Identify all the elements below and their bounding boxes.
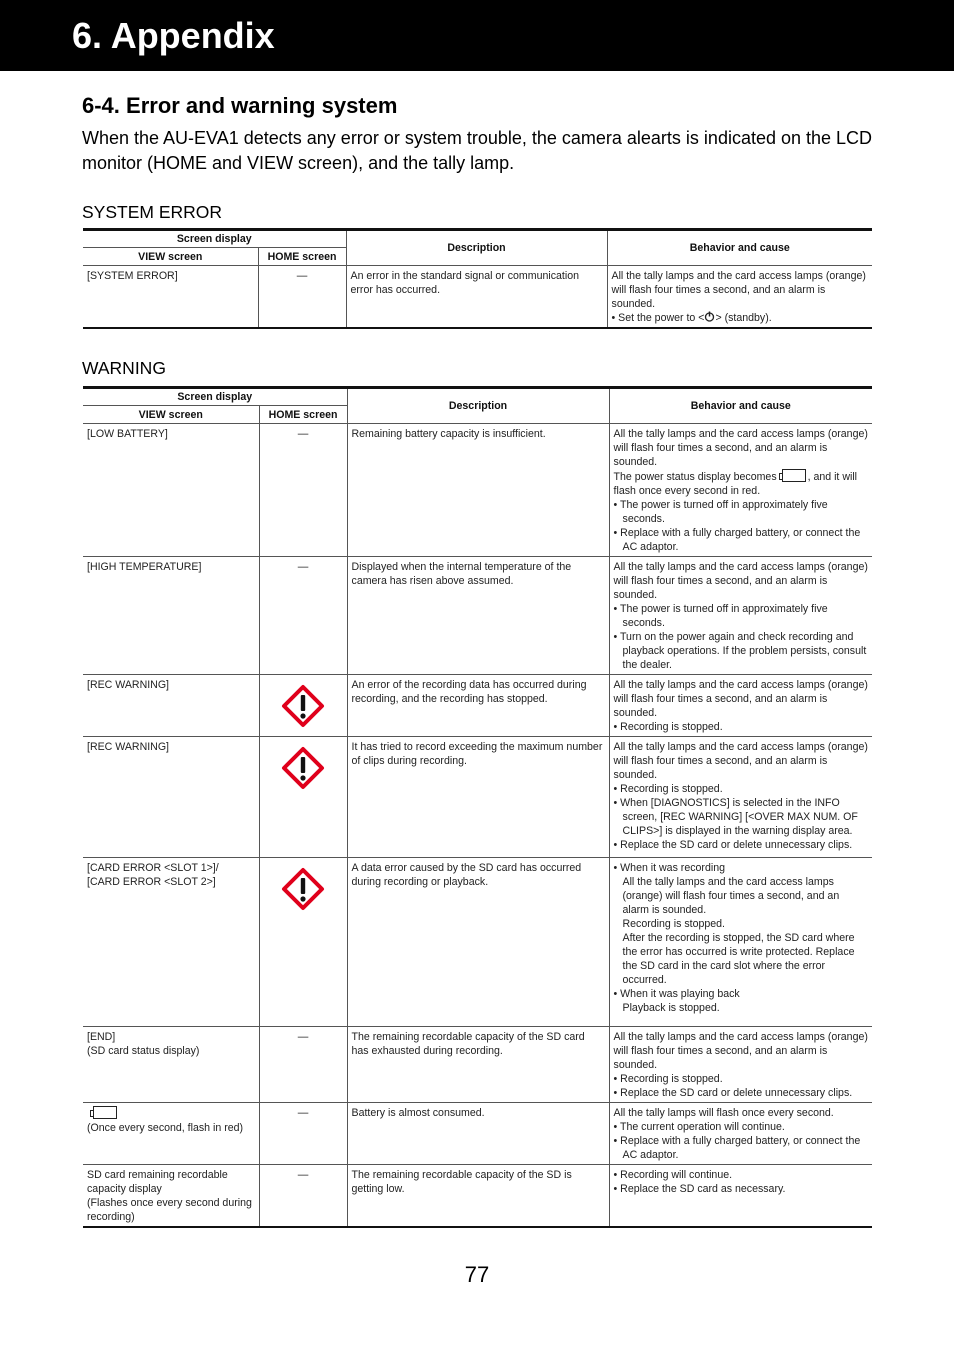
col-view-screen: VIEW screen: [83, 248, 258, 266]
behavior-text: All the tally lamps and the card access lamps (orange) will flash four times a second, and an alarm is sounded.: [613, 1031, 868, 1071]
behavior-cell: [609, 1103, 872, 1165]
behavior-bullet: • When it was playing back: [613, 988, 740, 1000]
warning-heading: WARNING: [82, 358, 166, 378]
behavior-text: All the tally lamps and the card access lamps (orange) will flash four times a second, and an alarm is sounded.: [613, 428, 868, 468]
col-view-screen: VIEW screen: [83, 406, 259, 424]
home-cell: —: [259, 557, 347, 675]
home-cell: —: [259, 1165, 347, 1228]
view-line: (Flashes once every second during recording): [87, 1197, 252, 1223]
description-cell: Displayed when the internal temperature of the camera has risen above assumed.: [347, 557, 609, 675]
behavior-bullet: • The current operation will continue.: [613, 1121, 785, 1133]
table-row: [83, 675, 872, 737]
col-screen-display: Screen display: [83, 388, 347, 406]
behavior-cell: [609, 1165, 872, 1228]
warning-diamond-icon: [281, 867, 325, 911]
behavior-text: All the tally lamps and the card access lamps (orange) will flash four times a second, and an alarm is sounded.: [613, 561, 868, 601]
intro-paragraph: When the AU-EVA1 detects any error or system trouble, the camera alearts is indicated on the LCD monitor (HOME and VIEW screen), and the tally lamp.: [82, 128, 873, 173]
behavior-bullet: • Recording is stopped.: [613, 1073, 723, 1085]
warning-diamond-icon: [281, 684, 325, 728]
table-row: [83, 424, 872, 557]
behavior-bullet: • Turn on the power again and check recording and playback operations. If the problem persists, consult the dealer.: [613, 631, 867, 671]
battery-empty-icon: [782, 469, 806, 482]
col-behavior: Behavior and cause: [609, 388, 872, 424]
home-cell: [259, 675, 347, 737]
home-cell: —: [259, 1027, 347, 1103]
col-screen-display: Screen display: [83, 230, 346, 248]
behavior-text: All the tally lamps and the card access lamps (orange) will flash four times a second, and an alarm is sounded.: [613, 741, 868, 781]
behavior-subtext: After the recording is stopped, the SD card where the error has occurred is write protected. Replace the SD card in the card slot where the error occurred.: [622, 932, 855, 986]
view-cell: [REC WARNING]: [83, 675, 259, 737]
view-line: [87, 1106, 255, 1121]
behavior-bullet: • Recording is stopped.: [613, 783, 723, 795]
table-row: [83, 1165, 872, 1228]
chapter-title: 6. Appendix: [72, 15, 275, 56]
home-cell: [259, 737, 347, 858]
view-line: [CARD ERROR <SLOT 1>]/: [87, 862, 219, 874]
home-cell: —: [259, 424, 347, 557]
behavior-bullet: • Recording is stopped.: [613, 721, 723, 733]
view-cell: [HIGH TEMPERATURE]: [83, 557, 259, 675]
behavior-bullet: • When [DIAGNOSTICS] is selected in the INFO screen, [REC WARNING] [<OVER MAX NUM. OF CLIPS>] is displayed in the warning display area.: [613, 797, 858, 837]
system-error-table: [83, 228, 872, 329]
chapter-banner: [0, 0, 954, 71]
view-cell: [SYSTEM ERROR]: [83, 266, 258, 329]
description-cell: The remaining recordable capacity of the SD is getting low.: [347, 1165, 609, 1228]
col-description: Description: [347, 388, 609, 424]
warning-table: [83, 386, 872, 1228]
behavior-bullet: • Recording will continue.: [613, 1169, 733, 1181]
behavior-cell: [609, 1027, 872, 1103]
behavior-subtext: Playback is stopped.: [622, 1002, 720, 1014]
page-number: 77: [464, 1262, 490, 1287]
view-line: [CARD ERROR <SLOT 2>]: [87, 876, 216, 888]
col-behavior: Behavior and cause: [607, 230, 872, 266]
behavior-bullet: • Replace with a fully charged battery, or connect the AC adaptor.: [613, 1135, 861, 1161]
behavior-subtext: All the tally lamps and the card access lamps (orange) will flash four times a second, and an alarm is sounded.: [622, 876, 840, 916]
description-cell: It has tried to record exceeding the maximum number of clips during recording.: [347, 737, 609, 858]
behavior-cell: [607, 266, 872, 329]
home-cell: —: [259, 1103, 347, 1165]
home-cell: —: [258, 266, 346, 329]
description-cell: An error in the standard signal or communication error has occurred.: [346, 266, 607, 329]
behavior-subtext: Recording is stopped.: [622, 918, 725, 930]
description-cell: Battery is almost consumed.: [347, 1103, 609, 1165]
view-line: [END]: [87, 1031, 116, 1043]
behavior-bullet: • Replace the SD card or delete unnecessary clips.: [613, 839, 853, 851]
description-cell: An error of the recording data has occurred during recording, and the recording has stopped.: [347, 675, 609, 737]
behavior-cell: [609, 557, 872, 675]
view-cell: [LOW BATTERY]: [83, 424, 259, 557]
col-home-screen: HOME screen: [259, 406, 347, 424]
behavior-bullet: • Replace the SD card as necessary.: [613, 1183, 786, 1195]
view-line: (SD card status display): [87, 1045, 200, 1057]
behavior-cell: [609, 675, 872, 737]
table-row: [83, 557, 872, 675]
view-cell: [83, 1027, 259, 1103]
behavior-bullet: • The power is turned off in approximately five seconds.: [613, 499, 828, 525]
table-row: [83, 737, 872, 858]
description-cell: Remaining battery capacity is insufficient.: [347, 424, 609, 557]
behavior-bullet: • When it was recording: [613, 862, 725, 874]
behavior-cell: [609, 858, 872, 1027]
view-line: SD card remaining recordable capacity display: [87, 1169, 228, 1195]
behavior-text: All the tally lamps will flash once every second.: [613, 1107, 834, 1119]
behavior-bullet: • Set the power to < > (standby).: [611, 312, 772, 324]
system-error-heading: SYSTEM ERROR: [82, 202, 223, 222]
power-icon: [704, 311, 715, 322]
description-cell: A data error caused by the SD card has occurred during recording or playback.: [347, 858, 609, 1027]
view-line: (Once every second, flash in red): [87, 1122, 244, 1134]
behavior-cell: [609, 424, 872, 557]
battery-empty-icon: [93, 1106, 117, 1119]
col-home-screen: HOME screen: [258, 248, 346, 266]
view-cell: [83, 858, 259, 1027]
col-description: Description: [346, 230, 607, 266]
behavior-text: All the tally lamps and the card access lamps (orange) will flash four times a second, and an alarm is sounded.: [611, 270, 866, 310]
behavior-text: The power status display becomes , and it will flash once every second in red.: [613, 471, 858, 497]
table-row: [83, 1103, 872, 1165]
behavior-cell: [609, 737, 872, 858]
view-cell: [83, 1165, 259, 1228]
description-cell: The remaining recordable capacity of the SD card has exhausted during recording.: [347, 1027, 609, 1103]
behavior-bullet: • Replace the SD card or delete unnecessary clips.: [613, 1087, 853, 1099]
view-cell: [REC WARNING]: [83, 737, 259, 858]
warning-diamond-icon: [281, 746, 325, 790]
behavior-bullet: • The power is turned off in approximately five seconds.: [613, 603, 828, 629]
table-row: [83, 1027, 872, 1103]
behavior-text: All the tally lamps and the card access lamps (orange) will flash four times a second, and an alarm is sounded.: [613, 679, 868, 719]
table-row: [83, 858, 872, 1027]
behavior-bullet: • Replace with a fully charged battery, or connect the AC adaptor.: [613, 527, 861, 553]
view-cell: [83, 1103, 259, 1165]
table-row: [83, 266, 872, 329]
home-cell: [259, 858, 347, 1027]
section-title: 6-4. Error and warning system: [82, 93, 398, 118]
